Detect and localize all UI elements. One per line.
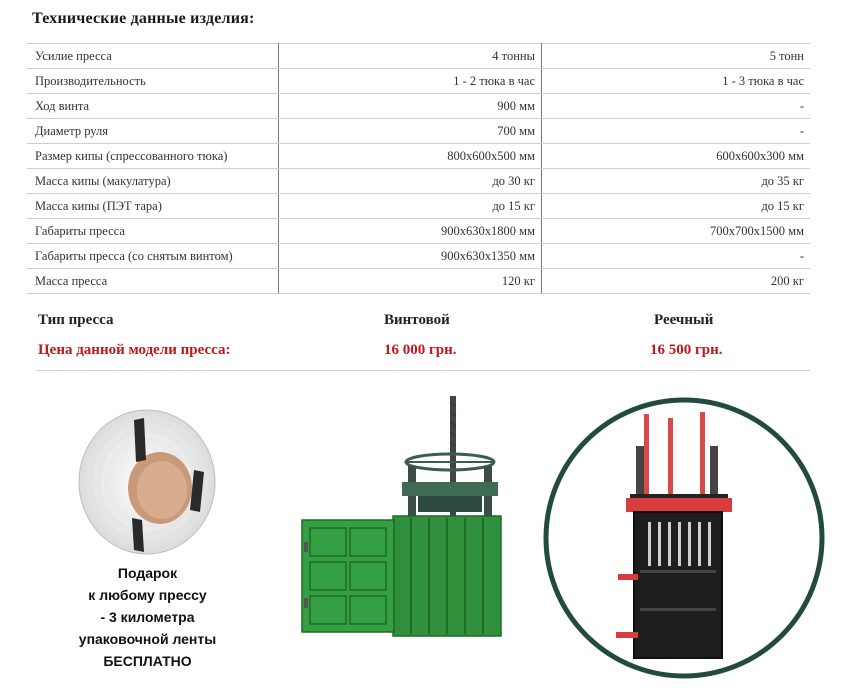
table-row	[27, 44, 810, 69]
section-heading: Технические данные изделия:	[32, 10, 255, 27]
price-rack: 16 500 грн.	[650, 342, 723, 358]
spec-value-screw: 120 кг	[279, 269, 542, 294]
spec-value-rack: 5 тонн	[542, 44, 811, 69]
spec-label: Диаметр руля	[27, 119, 279, 144]
spec-value-screw: до 30 кг	[279, 169, 542, 194]
spec-value-screw: 1 - 2 тюка в час	[279, 69, 542, 94]
spec-label: Усилие пресса	[27, 44, 279, 69]
table-row	[27, 69, 810, 94]
spec-value-rack: 1 - 3 тюка в час	[542, 69, 811, 94]
spec-value-screw: до 15 кг	[279, 194, 542, 219]
spec-value-screw: 4 тонны	[279, 44, 542, 69]
spec-value-rack: -	[542, 119, 811, 144]
spec-value-rack: 600х600х300 мм	[542, 144, 811, 169]
spec-value-rack: 200 кг	[542, 269, 811, 294]
spec-value-screw: 800х600х500 мм	[279, 144, 542, 169]
spec-value-screw: 900х630х1350 мм	[279, 244, 542, 269]
rack-press-image	[540, 396, 830, 686]
table-row	[27, 219, 810, 244]
table-row	[27, 244, 810, 269]
gift-line: упаковочной ленты	[78, 631, 217, 647]
spec-value-screw: 900 мм	[279, 94, 542, 119]
spec-value-rack: 700х700х1500 мм	[542, 219, 811, 244]
press-type-label: Тип пресса	[38, 312, 114, 328]
table-row	[27, 169, 810, 194]
table-row	[27, 194, 810, 219]
spec-value-screw: 900х630х1800 мм	[279, 219, 542, 244]
spec-label: Масса кипы (ПЭТ тара)	[27, 194, 279, 219]
spec-label: Масса пресса	[27, 269, 279, 294]
spec-label: Масса кипы (макулатура)	[27, 169, 279, 194]
spec-value-rack: -	[542, 244, 811, 269]
gift-note	[55, 562, 240, 672]
price-screw: 16 000 грн.	[384, 342, 457, 358]
screw-press-image	[298, 392, 508, 642]
divider	[36, 370, 810, 371]
table-row	[27, 269, 810, 294]
gift-line: БЕСПЛАТНО	[103, 653, 192, 669]
table-row	[27, 94, 810, 119]
price-label: Цена данной модели пресса:	[38, 342, 231, 358]
press-type-screw: Винтовой	[384, 312, 450, 328]
spec-value-screw: 700 мм	[279, 119, 542, 144]
gift-line: к любому прессу	[88, 587, 207, 603]
specs-table	[27, 43, 810, 294]
spec-value-rack: до 35 кг	[542, 169, 811, 194]
spec-value-rack: до 15 кг	[542, 194, 811, 219]
press-type-rack: Реечный	[654, 312, 714, 328]
spec-label: Габариты пресса	[27, 219, 279, 244]
spec-label: Размер кипы (спрессованного тюка)	[27, 144, 279, 169]
spec-value-rack: -	[542, 94, 811, 119]
table-row	[27, 144, 810, 169]
gift-line: - 3 километра	[100, 609, 195, 625]
spec-label: Производительность	[27, 69, 279, 94]
gift-line: Подарок	[117, 565, 178, 581]
spec-label: Габариты пресса (со снятым винтом)	[27, 244, 279, 269]
table-row	[27, 119, 810, 144]
spec-label: Ход винта	[27, 94, 279, 119]
strapping-tape-roll-image	[72, 400, 222, 560]
